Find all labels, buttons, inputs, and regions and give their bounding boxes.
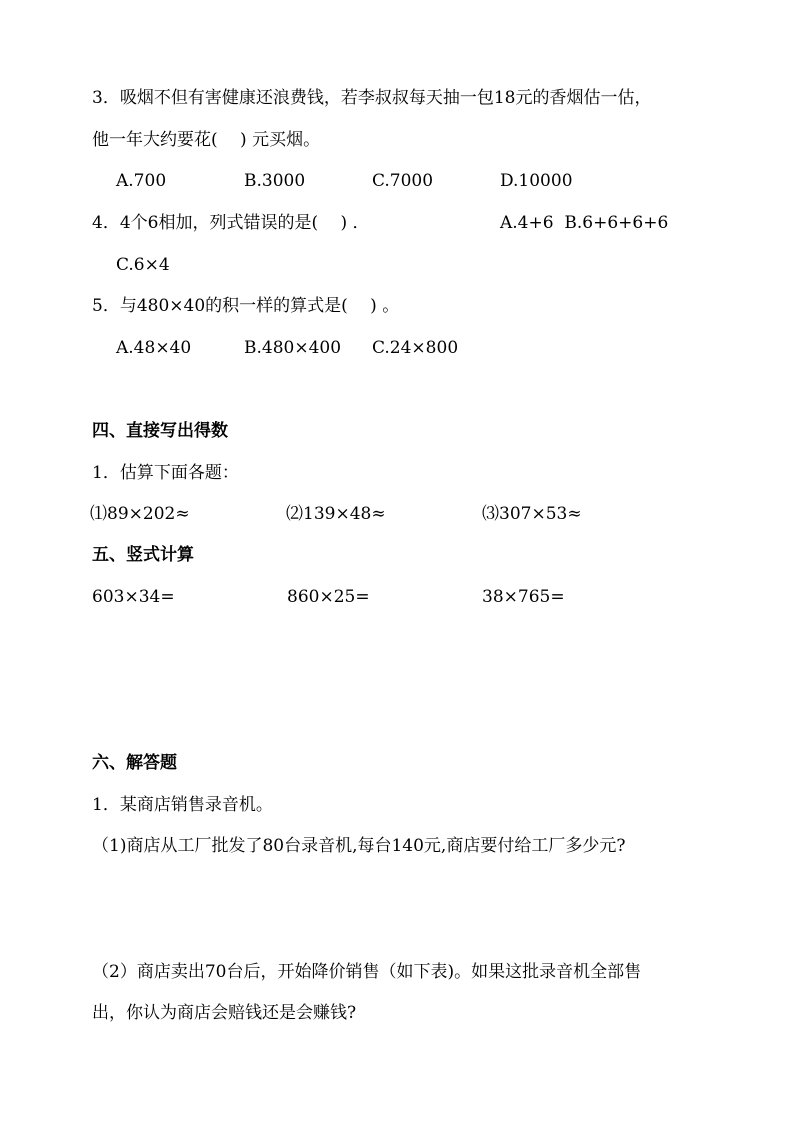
estimate-item-3: ⑶307×53≈ <box>482 504 582 524</box>
problem-part-2-line1: （2）商店卖出70台后，开始降价销售（如下表)。如果这批录音机全部售 <box>92 962 642 982</box>
q3-stem-line1: 3．吸烟不但有害健康还浪费钱，若李叔叔每天抽一包18元的香烟估一估， <box>92 88 652 108</box>
estimate-item-1: ⑴89×202≈ <box>90 504 190 524</box>
section6-title: 六、解答题 <box>92 753 177 773</box>
q5-option-a: A.48×40 <box>116 338 192 358</box>
q3-option-c: C.7000 <box>372 171 434 191</box>
q3-option-d: D.10000 <box>500 171 573 191</box>
q4-options-ab: A.4+6 B.6+6+6+6 <box>500 213 669 233</box>
section6-sub: 1．某商店销售录音机。 <box>92 795 273 815</box>
q5-option-b: B.480×400 <box>244 338 342 358</box>
problem-part-1: （1)商店从工厂批发了80台录音机,每台140元,商店要付给工厂多少元? <box>92 836 626 856</box>
section5-title: 五、竖式计算 <box>92 545 194 565</box>
q3-stem-line2: 他一年大约要花( ) 元买烟。 <box>92 130 321 150</box>
q3-option-b: B.3000 <box>244 171 306 191</box>
vertical-calc-3: 38×765= <box>482 587 565 607</box>
q5-stem: 5．与480×40的积一样的算式是( ) 。 <box>92 296 400 316</box>
q4-option-c: C.6×4 <box>116 255 170 275</box>
vertical-calc-1: 603×34= <box>92 587 175 607</box>
q4-stem: 4．4个6相加，列式错误的是( ) ． <box>92 213 370 233</box>
q3-option-a: A.700 <box>116 171 167 191</box>
q5-option-c: C.24×800 <box>372 338 459 358</box>
vertical-calc-2: 860×25= <box>287 587 370 607</box>
estimate-item-2: ⑵139×48≈ <box>286 504 386 524</box>
problem-part-2-line2: 出，你认为商店会赔钱还是会赚钱? <box>92 1003 357 1023</box>
section4-sub: 1．估算下面各题： <box>92 463 239 483</box>
section4-title: 四、直接写出得数 <box>92 421 228 441</box>
